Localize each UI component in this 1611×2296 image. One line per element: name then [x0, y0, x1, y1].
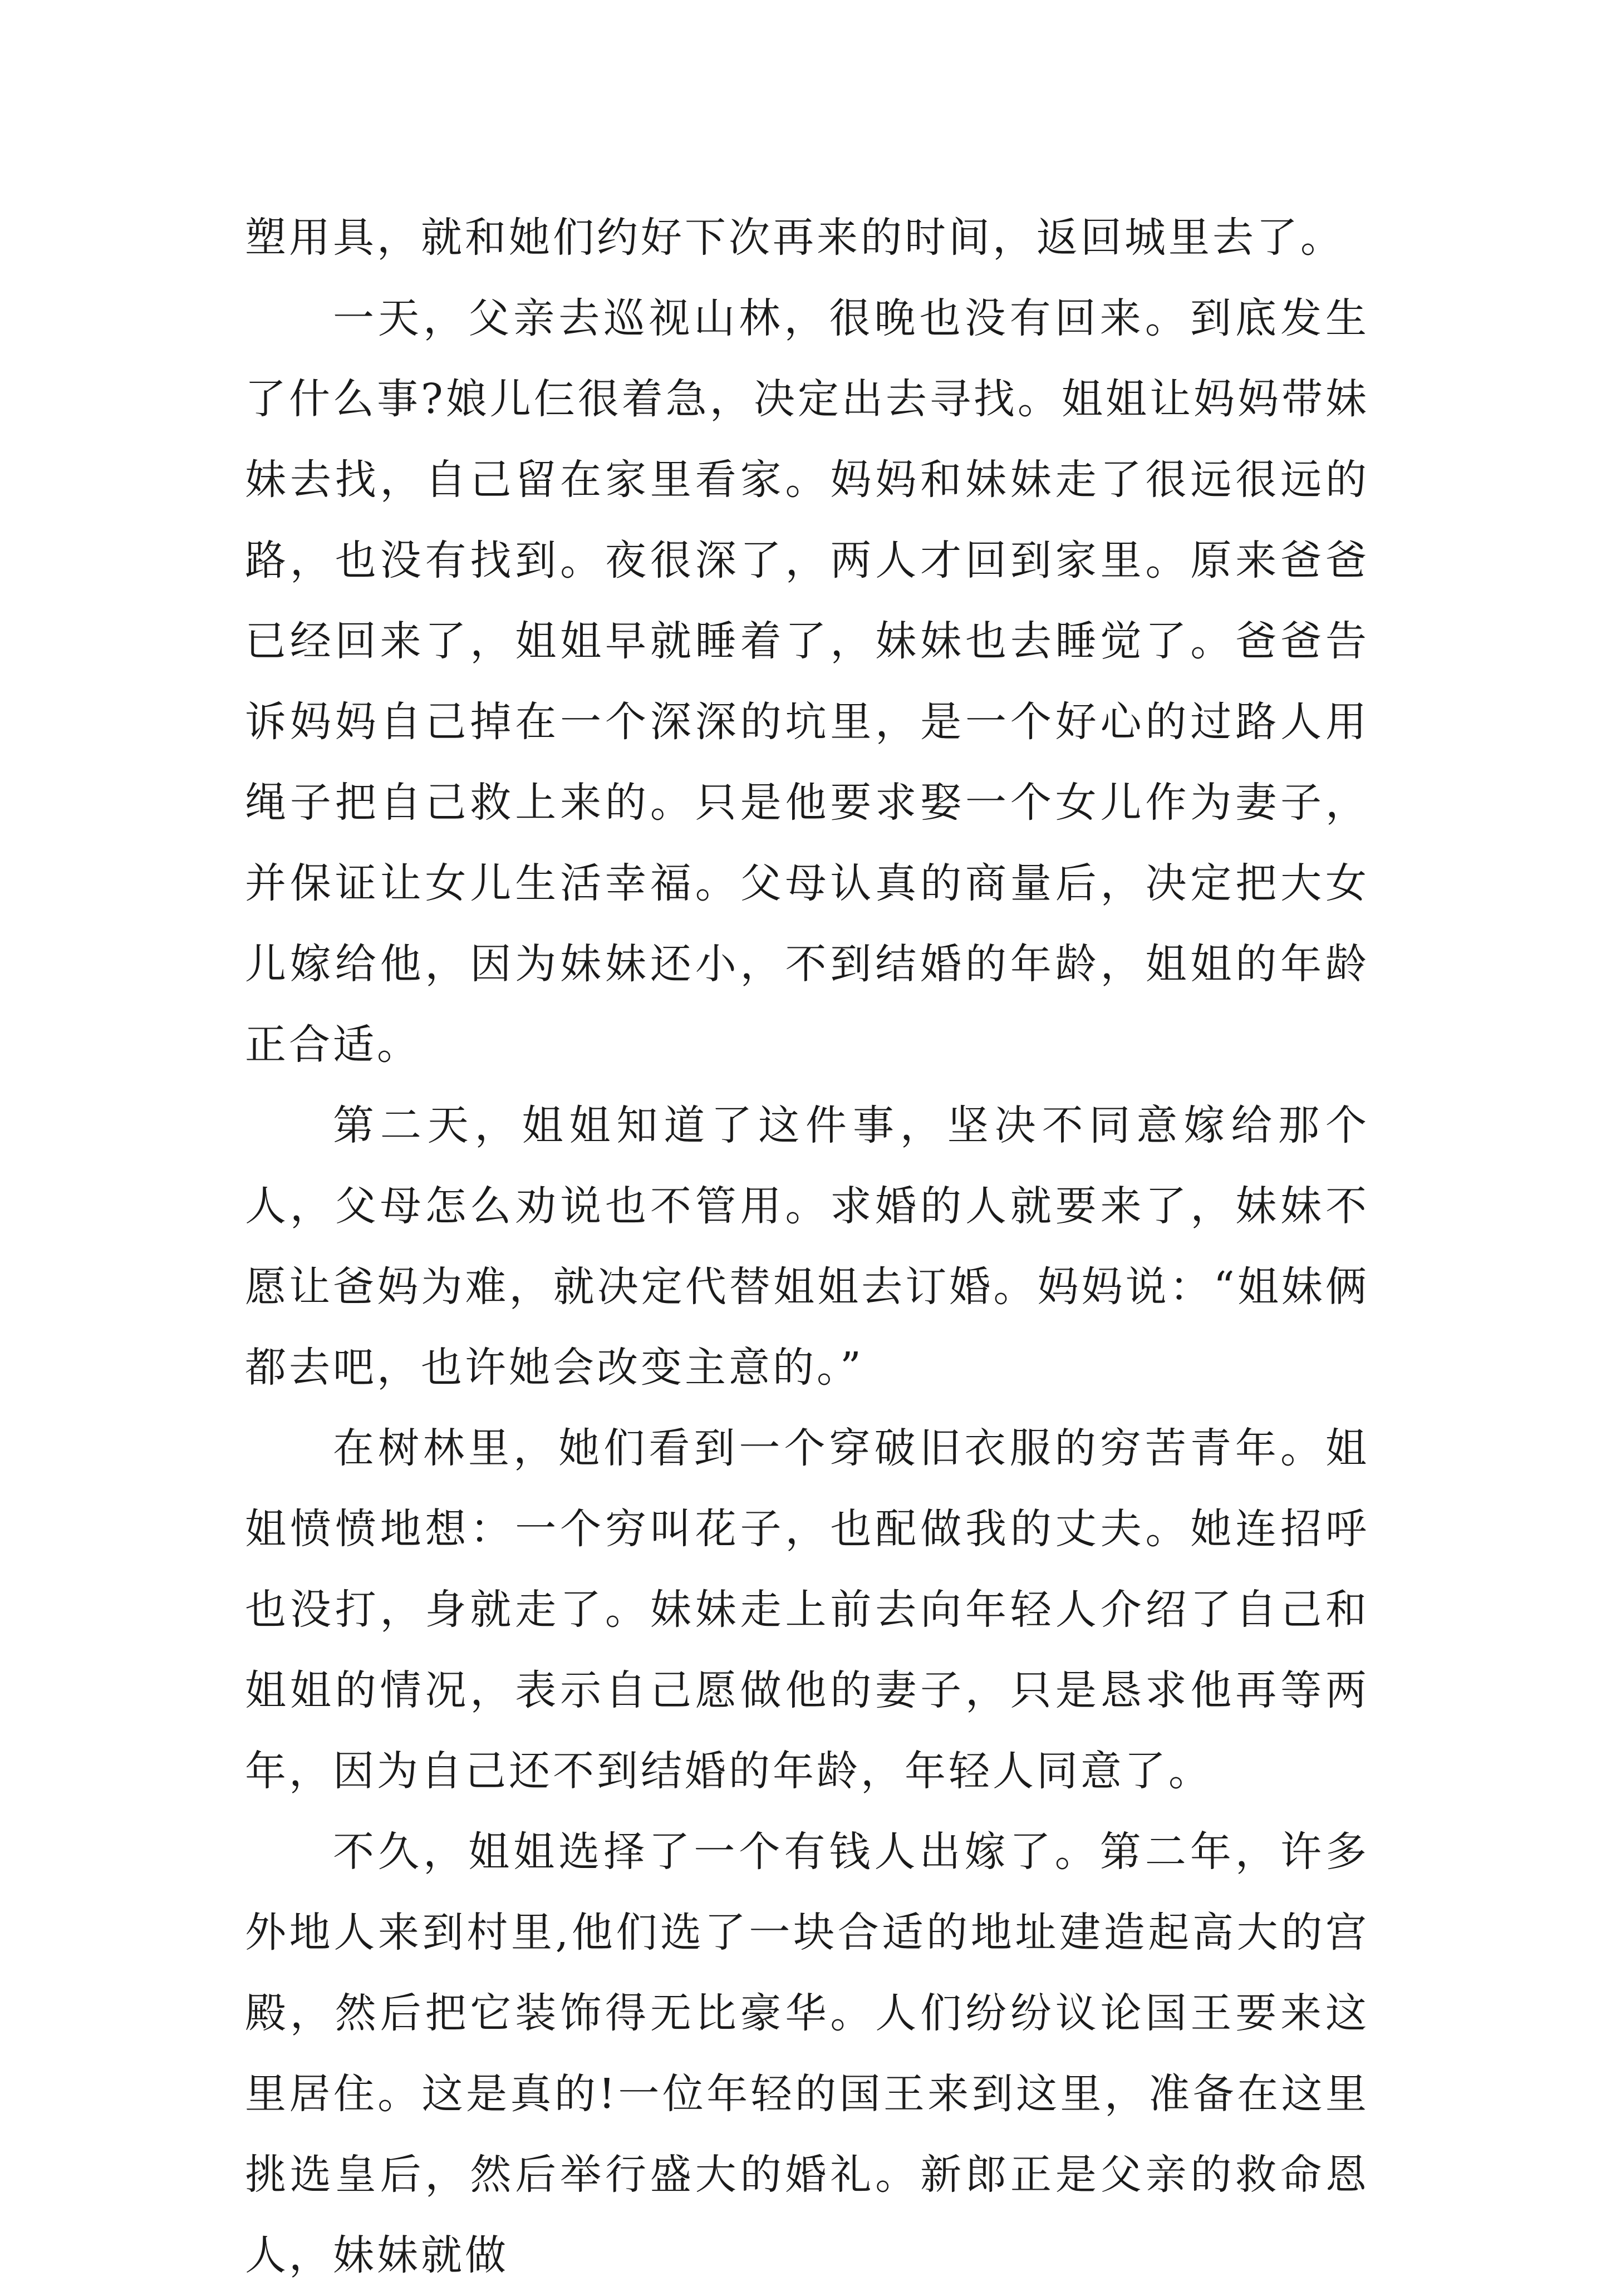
paragraph-4: 在树林里，她们看到一个穿破旧衣服的穷苦青年。姐姐愤愤地想：一个穷叫花子，也配做我的丈夫。她连招呼也没打，身就走了。妹妹走上前去向年轻人介绍了自己和姐姐的情况，表示自己愿做他的妻子，只是恳求他再等两年，因为自己还不到结婚的年龄，年轻人同意了。 — [245, 1424, 1369, 1795]
paragraph-5: 不久，姐姐选择了一个有钱人出嫁了。第二年，许多外地人来到村里,他们选了一块合适的地址建造起高大的宫殿，然后把它装饰得无比豪华。人们纷纷议论国王要来这里居住。这是真的!一位年轻的国王来到这里，准备在这里挑选皇后，然后举行盛大的婚礼。新郎正是父亲的救命恩人，妹妹就做 — [245, 1828, 1369, 2279]
paragraph-2: 一天，父亲去巡视山林，很晚也没有回来。到底发生了什么事?娘儿仨很着急，决定出去寻找。姐姐让妈妈带妹妹去找，自己留在家里看家。妈妈和妹妹走了很远很远的路，也没有找到。夜很深了，两人才回到家里。原来爸爸已经回来了，姐姐早就睡着了，妹妹也去睡觉了。爸爸告诉妈妈自己掉在一个深深的坑里，是一个好心的过路人用绳子把自己救上来的。只是他要求娶一个女儿作为妻子，并保证让女儿生活幸福。父母认真的商量后，决定把大女儿嫁给他，因为妹妹还小，不到结婚的年龄，姐姐的年龄正合适。 — [245, 294, 1369, 1069]
paragraph-3: 第二天，姐姐知道了这件事，坚决不同意嫁给那个人，父母怎么劝说也不管用。求婚的人就要来了，妹妹不愿让爸妈为难，就决定代替姐姐去订婚。妈妈说：“姐妹俩都去吧，也许她会改变主意的。” — [245, 1102, 1369, 1392]
paragraph-1: 塑用具，就和她们约好下次再来的时间，返回城里去了。 — [245, 214, 1344, 262]
body-text — [245, 198, 1369, 2296]
